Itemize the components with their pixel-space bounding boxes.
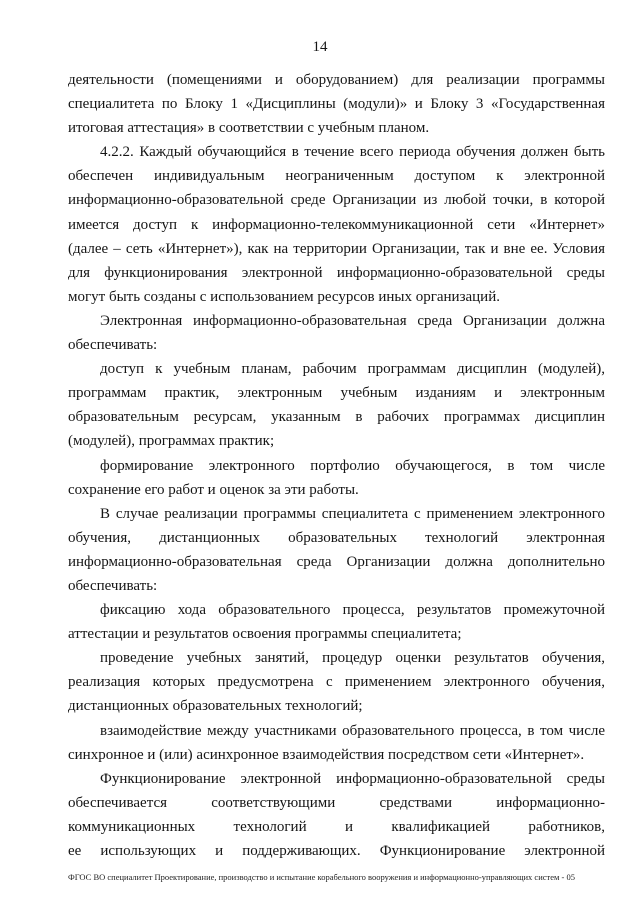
text-line: информационно-образовательной среде Организации из любой точки, в которой — [68, 192, 605, 209]
text-line: деятельности (помещениями и оборудованием) для реализации программы — [68, 72, 605, 88]
text-line: Функционирование электронной информационно-образовательной среды — [100, 770, 605, 787]
text-line: итоговая аттестация» в соответствии с учебным планом. — [68, 120, 430, 137]
text-line: программам практик, электронным учебным изданиям и электронным — [68, 385, 605, 402]
text-line: обеспечивается соответствующими средствами информационно- — [68, 794, 605, 811]
text-line: (модулей), программах практик; — [68, 433, 275, 450]
text-line: 4.2.2. Каждый обучающийся в течение всего периода обучения должен быть — [100, 144, 605, 161]
text-line: образовательным ресурсам, указанным в рабочих программах дисциплин — [68, 409, 605, 426]
text-line: синхронное и (или) асинхронное взаимодействия посредством сети «Интернет». — [68, 746, 585, 763]
list-item — [68, 646, 605, 718]
text-line: взаимодействие между участниками образовательного процесса, в том числе — [100, 722, 605, 739]
text-line: обеспечивать: — [68, 337, 158, 354]
text-line: проведение учебных занятий, процедур оценки результатов обучения, — [100, 650, 605, 667]
text-line: реализация которых предусмотрена с применением электронного обучения, — [68, 674, 605, 691]
list-item — [68, 719, 605, 767]
paragraph — [68, 309, 605, 357]
page-number: 14 — [312, 39, 328, 55]
paragraph — [68, 502, 605, 598]
text-line: аттестации и результатов освоения программы специалитета; — [68, 626, 462, 643]
paragraph — [68, 767, 605, 863]
text-line: доступ к учебным планам, рабочим программам дисциплин (модулей), — [100, 361, 605, 378]
text-line: обучения, дистанционных образовательных технологий электронная — [68, 529, 605, 546]
paragraph-4-2-2 — [68, 140, 605, 309]
text-line: информационно-образовательная среда Организации должна дополнительно — [68, 553, 605, 570]
text-line: ее использующих и поддерживающих. Функционирование электронной — [68, 843, 605, 859]
document-body — [68, 68, 605, 863]
text-line: обеспечен индивидуальным неограниченным доступом к электронной — [68, 168, 605, 185]
text-line: специалитета по Блоку 1 «Дисциплины (модули)» и Блоку 3 «Государственная — [68, 96, 605, 113]
text-line: фиксацию хода образовательного процесса, результатов промежуточной — [100, 602, 605, 619]
paragraph-continuation — [68, 68, 605, 140]
page-footer: ФГОС ВО специалитет Проектирование, производство и испытание корабельного вооружения и информационно-управляющих систем - 05 — [68, 872, 575, 882]
list-item — [68, 454, 605, 502]
text-line: коммуникационных технологий и квалификацией работников, — [68, 818, 605, 835]
text-line: дистанционных образовательных технологий; — [68, 698, 363, 715]
text-line: для функционирования электронной информационно-образовательной среды — [68, 264, 605, 281]
text-line: формирование электронного портфолио обучающегося, в том числе — [100, 457, 605, 474]
text-line: имеется доступ к информационно-телекоммуникационной сети «Интернет» — [68, 216, 605, 233]
list-item — [68, 357, 605, 453]
text-line: сохранение его работ и оценок за эти работы. — [68, 481, 359, 498]
text-line: обеспечивать: — [68, 577, 158, 594]
text-line: (далее – сеть «Интернет»), как на территории Организации, так и вне ее. Условия — [68, 240, 605, 257]
text-line: Электронная информационно-образовательная среда Организации должна — [100, 312, 605, 329]
text-line: В случае реализации программы специалитета с применением электронного — [100, 505, 605, 522]
text-line: могут быть созданы с использованием ресурсов иных организаций. — [68, 288, 500, 305]
list-item — [68, 598, 605, 646]
